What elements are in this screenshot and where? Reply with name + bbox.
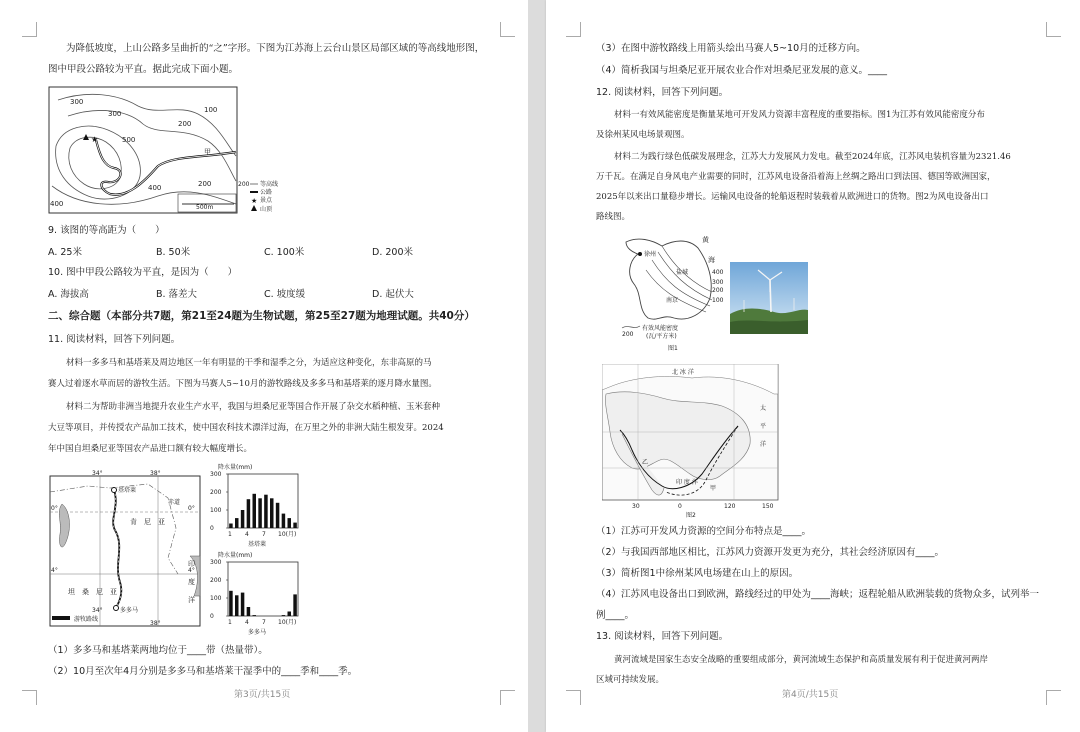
y-tick-label: 0 (210, 613, 214, 620)
ocean-label: 印 (188, 560, 195, 568)
y-tick-label: 300 (210, 471, 222, 478)
contour-label: 100 (204, 106, 218, 114)
ocean-label: 度 (188, 578, 195, 586)
rainfall-bar (264, 495, 268, 528)
question-11-4: （4）简析我国与坦桑尼亚开展农业合作对坦桑尼亚发展的意义。____ (596, 65, 888, 76)
rainfall-bar (235, 595, 239, 616)
sea-label: 海 (708, 256, 715, 264)
material-text: 大豆等项目，并传授农产品加工技术，使中国农科技术漂洋过海，在万里之外的非洲大陆生根发芽。2024 (48, 423, 444, 433)
page-gutter (528, 0, 546, 732)
material-text: 材料一有效风能密度是衡量某地可开发风力资源丰富程度的重要指标。图1为江苏有效风能密度分布 (614, 110, 985, 120)
figure-caption: 图2 (686, 512, 696, 518)
material-text: 路线图。 (596, 212, 631, 222)
star-icon: ★ (251, 197, 258, 205)
legend-item: 公路 (260, 189, 273, 196)
material-text: 区域可持续发展。 (596, 675, 665, 685)
sea-label: 黄 (702, 236, 709, 244)
chart-title: 多多马 (248, 629, 267, 636)
q9-option-b: B. 50米 (156, 247, 191, 258)
material-text: 2025年以来出口量稳步增长。运输风电设备的轮船返程时装载着从欧洲进口的货物。图2为风电设备出口 (596, 192, 989, 202)
rainfall-bar (253, 494, 257, 528)
crop-mark (566, 690, 581, 705)
rainfall-bar (247, 607, 251, 616)
legend-item: 等高线 (260, 181, 279, 188)
x-tick-label: 4 (245, 619, 249, 626)
rainfall-bar (288, 612, 292, 617)
place-label: 徐州 (644, 251, 657, 258)
rainfall-bar (229, 591, 233, 616)
contour-label: 400 (148, 184, 162, 192)
x-tick-label: 10(月) (278, 531, 297, 538)
contour-legend (238, 176, 298, 216)
crop-mark (566, 22, 581, 37)
place-label: 盐城 (676, 269, 689, 276)
route-legend-icon (52, 616, 70, 620)
latitude-label: 4° (188, 567, 195, 574)
crop-mark (1046, 690, 1061, 705)
longitude-label: 34° (92, 607, 103, 614)
y-tick-label: 0 (210, 525, 214, 532)
q10-option-c: C. 坡度缓 (264, 289, 306, 300)
rainfall-bar (247, 499, 251, 528)
q9-option-a: A. 25米 (48, 247, 82, 258)
jiangsu-wind-map (618, 230, 728, 354)
longitude-label: 34° (92, 470, 103, 477)
rainfall-bar (229, 524, 233, 529)
longitude-label: 38° (150, 470, 161, 477)
page-footer: 第4页/共15页 (782, 690, 839, 700)
contour-label: 200 (198, 180, 212, 188)
rainfall-bar (293, 594, 297, 616)
q10-option-b: B. 落差大 (156, 289, 198, 300)
location-yi-label: 乙 (642, 459, 649, 466)
rainfall-bar (241, 593, 245, 616)
latitude-label: 0° (188, 505, 195, 512)
rainfall-bar (235, 518, 239, 528)
crop-mark (22, 22, 37, 37)
rainfall-bar (258, 498, 262, 528)
rainfall-bar (241, 510, 245, 528)
east-africa-map (48, 468, 204, 628)
ocean-label: 平 (760, 423, 767, 430)
rainfall-bar (276, 503, 280, 528)
crop-mark (500, 690, 515, 705)
contour-label: 500 (122, 136, 136, 144)
q10-option-d: D. 起伏大 (372, 289, 414, 300)
place-label: 多多马 (120, 607, 139, 614)
y-tick-label: 100 (210, 595, 222, 602)
bottom-tick: 0 (678, 503, 682, 510)
material-text: 年中国自坦桑尼亚等国农产品进口额有较大幅度增长。 (48, 444, 253, 454)
question-12-1: （1）江苏可开发风力资源的空间分布特点是____。 (596, 526, 812, 537)
material-text: 黄河流域是国家生态安全战略的重要组成部分，黄河流域生态保护和高质量发展有利于促进黄河两岸 (614, 655, 989, 665)
scenic-spot-icon: ★ (91, 135, 99, 144)
contour-label: 200 (178, 120, 192, 128)
q9-option-c: C. 100米 (264, 247, 305, 258)
question-12-4-cont: 例____。 (596, 610, 635, 621)
legend-value: 200 (622, 331, 634, 338)
place-label: 坦 桑 尼 亚 (68, 588, 117, 596)
intro-text: 图中甲段公路较为平直。据此完成下面小题。 (48, 64, 239, 75)
x-tick-label: 7 (262, 531, 266, 538)
ocean-label: 北 冰 洋 (672, 369, 694, 376)
crop-mark (22, 690, 37, 705)
material-text: 赛人过着逐水草而居的游牧生活。下图为马赛人5~10月的游牧路线及多多马和基塔莱的逐月降水量图。 (48, 379, 437, 389)
y-tick-label: 100 (210, 507, 222, 514)
x-tick-label: 10(月) (278, 619, 297, 626)
ocean-label: 太 (760, 405, 767, 412)
longitude-label: 38° (150, 620, 161, 627)
x-tick-label: 7 (262, 619, 266, 626)
bottom-tick: 120 (724, 503, 736, 510)
legend-unit: (瓦/平方米) (646, 333, 677, 340)
question-12: 12. 阅读材料，回答下列问题。 (596, 87, 729, 98)
question-11-3: （3）在图中游牧路线上用箭头绘出马赛人5~10月的迁移方向。 (596, 43, 866, 54)
contour-map (48, 86, 248, 216)
rainfall-bar (253, 615, 257, 616)
wind-farm-photo (730, 262, 808, 334)
y-tick-label: 300 (210, 559, 222, 566)
question-10: 10. 图中甲段公路较为平直，是因为（ ） (48, 267, 238, 278)
ocean-label: 洋 (188, 596, 195, 604)
question-11-1: （1）多多马和基塔莱两地均位于____带（热量带）。 (48, 645, 268, 656)
crop-mark (1046, 22, 1061, 37)
legend-item: 游牧路线 (74, 616, 99, 623)
page-3 (0, 0, 528, 732)
contour-value: 200 (712, 287, 724, 294)
export-route-map (602, 364, 780, 518)
place-label: 南京 (666, 297, 679, 304)
bottom-tick: 30 (632, 503, 640, 510)
contour-value: 400 (712, 269, 724, 276)
question-12-3: （3）简析图1中徐州某风电场建在山上的原因。 (596, 568, 799, 579)
question-12-2: （2）与我国西部地区相比，江苏风力资源开发更为充分，其社会经济原因有____。 (596, 547, 945, 558)
contour-label: 400 (50, 200, 64, 208)
question-11: 11. 阅读材料，回答下列问题。 (48, 334, 181, 345)
question-12-4: （4）江苏风电设备出口到欧洲，路线经过的甲处为____海峡；返程轮船从欧洲装载的货物众多，试列举一 (596, 589, 1040, 600)
place-label: 赤道 (168, 499, 181, 506)
x-tick-label: 1 (228, 619, 232, 626)
place-label: 肯 尼 亚 (130, 518, 165, 526)
figure-caption: 图1 (668, 345, 678, 352)
place-label: 基塔莱 (118, 487, 137, 494)
question-9: 9. 该图的等高距为（ ） (48, 225, 165, 236)
section-heading: 二、综合题（本部分共7题，第21至24题为生物试题，第25至27题为地理试题。共40分） (48, 310, 475, 322)
question-11-2: （2）10月至次年4月分别是多多马和基塔莱干湿季中的____季和____季。 (48, 666, 358, 677)
rainfall-bar (270, 498, 274, 528)
y-tick-label: 200 (210, 489, 222, 496)
x-tick-label: 4 (245, 531, 249, 538)
page-footer: 第3页/共15页 (234, 690, 291, 700)
contour-label: 300 (108, 110, 122, 118)
question-13: 13. 阅读材料，回答下列问题。 (596, 631, 729, 642)
rainfall-chart-dodoma (208, 550, 304, 640)
y-tick-label: 200 (210, 577, 222, 584)
rainfall-bar (293, 523, 297, 528)
legend-item: 山顶 (260, 206, 273, 213)
rainfall-chart-kitale (208, 462, 304, 548)
rainfall-bar (282, 615, 286, 616)
chart-ylabel: 降水量(mm) (218, 464, 253, 471)
page-4 (546, 0, 1080, 732)
ocean-label: 印 度 洋 (676, 479, 698, 486)
ocean-label: 洋 (760, 441, 767, 448)
rainfall-bar (282, 514, 286, 528)
latitude-label: 0° (51, 505, 58, 512)
x-tick-label: 1 (228, 531, 232, 538)
contour-label: 300 (70, 98, 84, 106)
chart-ylabel: 降水量(mm) (218, 552, 253, 559)
legend-item: 景点 (260, 197, 273, 204)
intro-text: 为降低坡度，上山公路多呈曲折的“之”字形。下图为江苏海上云台山景区局部区域的等高线地形图， (66, 43, 485, 54)
segment-jia-label: 甲 (204, 148, 211, 156)
material-text: 材料二为帮助非洲当地提升农业生产水平，我国与坦桑尼亚等国合作开展了杂交水稻种植、玉米套种 (66, 402, 441, 412)
q9-option-d: D. 200米 (372, 247, 413, 258)
material-text: 材料一多多马和基塔莱及周边地区一年有明显的干季和湿季之分，为适应这种变化，东非高原的马 (66, 358, 432, 368)
chart-title: 基塔莱 (248, 541, 267, 548)
contour-value: 100 (712, 297, 724, 304)
legend-contour-value: 200 (238, 181, 250, 188)
legend-item: 有效风能密度 (642, 325, 679, 332)
rainfall-bar (288, 518, 292, 528)
q10-option-a: A. 海拔高 (48, 289, 89, 300)
material-text: 万千瓦。在满足自身风电产业需要的同时，江苏风电设备沿着海上丝绸之路出口到法国、德国等欧洲国家， (596, 172, 996, 182)
contour-value: 300 (712, 279, 724, 286)
strait-jia-label: 甲 (710, 485, 717, 492)
latitude-label: 4° (51, 567, 58, 574)
material-text: 材料二为践行绿色低碳发展理念，江苏大力发展风力发电。截至2024年底，江苏风电装机容量为2321.46 (614, 152, 1011, 162)
material-text: 及徐州某风电场景观图。 (596, 130, 690, 140)
bottom-tick: 150 (762, 503, 774, 510)
crop-mark (500, 22, 515, 37)
peak-icon (251, 205, 257, 211)
scale-label: 500m (196, 204, 214, 211)
